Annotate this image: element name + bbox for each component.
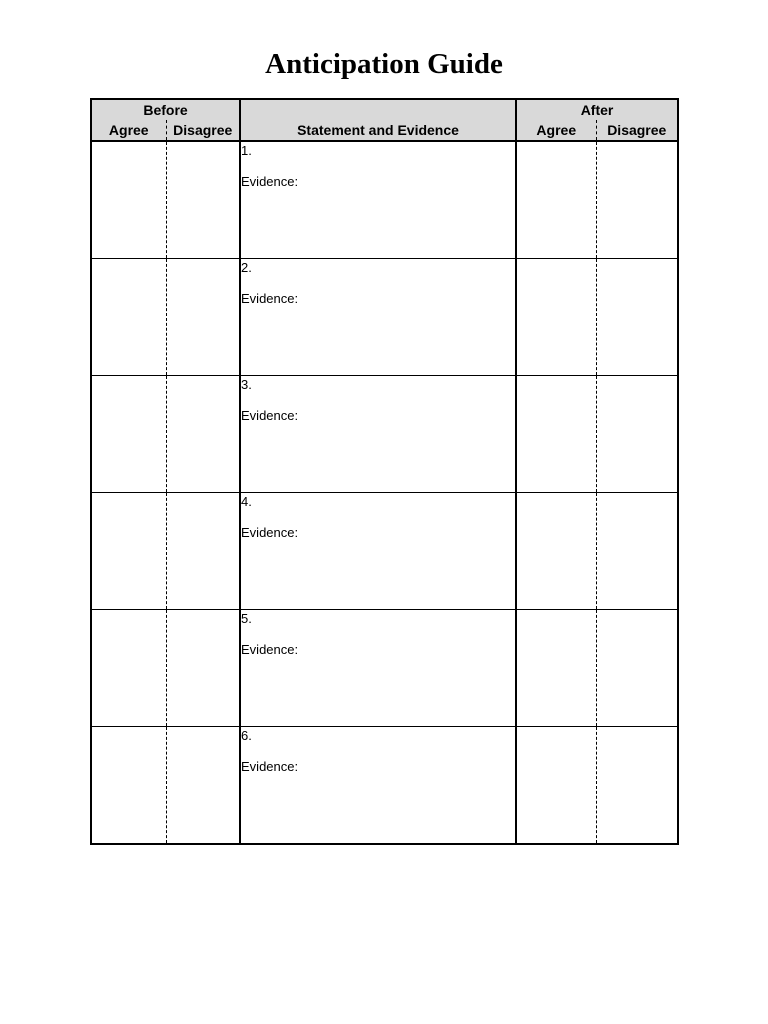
after-agree-cell[interactable]	[516, 259, 596, 376]
evidence-label: Evidence:	[241, 174, 299, 189]
after-agree-cell[interactable]	[516, 493, 596, 610]
before-disagree-cell[interactable]	[166, 259, 240, 376]
evidence-label: Evidence:	[241, 642, 299, 657]
statement-cell[interactable]	[240, 610, 516, 727]
after-disagree-cell[interactable]	[596, 141, 678, 259]
evidence-label: Evidence:	[241, 408, 299, 423]
statement-cell[interactable]	[240, 376, 516, 493]
before-header: Before	[91, 99, 240, 120]
page-title: Anticipation Guide	[265, 48, 503, 80]
before-disagree-cell[interactable]	[166, 727, 240, 845]
statement-number: 3.	[241, 377, 252, 392]
statement-number: 4.	[241, 494, 252, 509]
after-agree-cell[interactable]	[516, 727, 596, 845]
statement-evidence-header: Statement and Evidence	[240, 99, 516, 141]
before-disagree-cell[interactable]	[166, 610, 240, 727]
table-row	[91, 259, 678, 376]
after-header: After	[516, 99, 678, 120]
table-row	[91, 727, 678, 845]
evidence-label: Evidence:	[241, 525, 299, 540]
before-disagree-cell[interactable]	[166, 141, 240, 259]
before-agree-cell[interactable]	[91, 493, 166, 610]
after-agree-cell[interactable]	[516, 610, 596, 727]
statement-cell[interactable]	[240, 493, 516, 610]
after-disagree-cell[interactable]	[596, 727, 678, 845]
statement-cell[interactable]	[240, 141, 516, 259]
before-disagree-header: Disagree	[166, 120, 240, 141]
table-row	[91, 141, 678, 259]
after-agree-header: Agree	[516, 120, 596, 141]
statement-number: 2.	[241, 260, 252, 275]
before-agree-cell[interactable]	[91, 376, 166, 493]
evidence-label: Evidence:	[241, 759, 299, 774]
before-disagree-cell[interactable]	[166, 376, 240, 493]
before-agree-cell[interactable]	[91, 141, 166, 259]
after-disagree-cell[interactable]	[596, 493, 678, 610]
statement-cell[interactable]	[240, 727, 516, 845]
before-agree-cell[interactable]	[91, 727, 166, 845]
anticipation-guide-table	[90, 98, 679, 845]
statement-number: 5.	[241, 611, 252, 626]
before-disagree-cell[interactable]	[166, 493, 240, 610]
table-row	[91, 610, 678, 727]
table-row	[91, 493, 678, 610]
after-disagree-cell[interactable]	[596, 610, 678, 727]
evidence-label: Evidence:	[241, 291, 299, 306]
statement-number: 1.	[241, 143, 252, 158]
after-agree-cell[interactable]	[516, 141, 596, 259]
table-row	[91, 376, 678, 493]
statement-cell[interactable]	[240, 259, 516, 376]
before-agree-cell[interactable]	[91, 610, 166, 727]
after-disagree-cell[interactable]	[596, 259, 678, 376]
after-disagree-cell[interactable]	[596, 376, 678, 493]
before-agree-cell[interactable]	[91, 259, 166, 376]
before-agree-header: Agree	[91, 120, 166, 141]
statement-number: 6.	[241, 728, 252, 743]
after-disagree-header: Disagree	[596, 120, 678, 141]
after-agree-cell[interactable]	[516, 376, 596, 493]
